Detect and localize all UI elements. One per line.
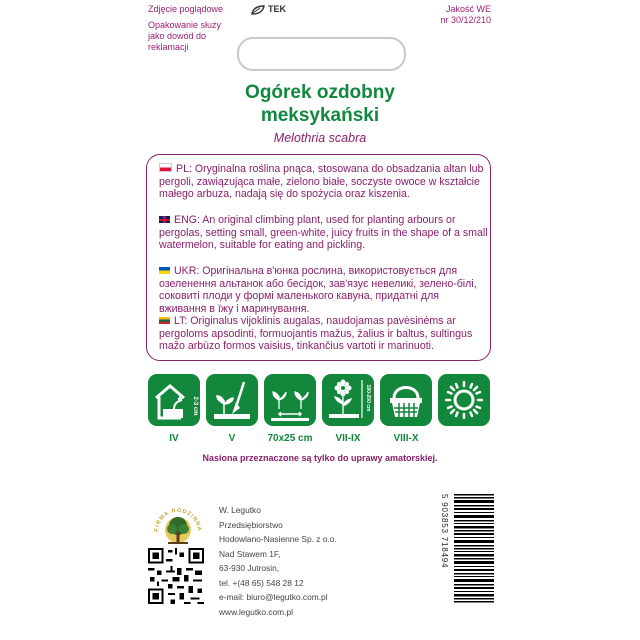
description-lt-text: LT: Originalus vijoklinis augalas, naudojamas pavėsinėms ar pergoloms apsodinti, formuojantis mažus, žalius ir baltus, sultingus mažo arbūzo formos vaisius, tinkančius vartoti ir marinuoti. [159,315,473,353]
company-website: www.legutko.com.pl [219,606,294,617]
barcode-number: 5 903853 718494 [440,494,449,569]
description-eng-text: ENG: An original climbing plant, used for planting arbours or pergolas, setting small, green-white, juicy fruits in the shape of a small watermelon, suitable for eating and pickling. [159,214,488,252]
company-line: Nad Stawem 1F, [219,548,281,559]
leaf-icon [251,5,265,15]
flowering-months-label: VII-IX [335,433,361,444]
logo-arched-text: FIRMA RODZINNA [153,507,203,533]
planting-shovel-icon [206,374,258,426]
company-line: tel. +(48 65) 548 28 12 [219,577,304,588]
preview-label: Zdjęcie poglądowe [148,4,224,14]
company-line: Hodowlano-Nasienne Sp. z o.o. [219,534,337,544]
indoor-sowing-icon [148,374,200,426]
sowing-month-label: IV [169,433,179,444]
spacing-icon [264,374,316,426]
description-ukr [159,265,489,315]
company-line: Przedsiębiorstwo [219,519,283,530]
description-lt [159,315,489,353]
tek-label: TEK [268,4,286,14]
barcode [452,494,494,604]
plant-height-label: 180-200 cm [365,384,371,412]
product-title-line2: meksykański [260,105,380,126]
ukraine-flag-icon [159,267,170,274]
company-line: 63-930 Jutrosin, [219,563,280,573]
flowering-height-icon [322,374,374,426]
description-eng [159,214,489,252]
packaging-note: Opakowanie służy jako dowód do reklamacji [148,20,222,52]
company-email: e-mail: biuro@legutko.com.pl [219,592,328,602]
product-title-line1: Ogórek ozdobny [245,82,395,103]
uk-flag-icon [159,216,170,223]
company-info [219,503,337,619]
company-line: W. Legutko [219,505,261,515]
sowing-depth-label: 2-3 cm [192,396,198,416]
quality-info [440,4,491,26]
quality-line1: Jakość WE [445,4,491,14]
planting-month-label: V [228,433,236,444]
latin-name: Melothria scabra [273,131,367,145]
tek-badge [251,4,286,15]
harvest-basket-icon [380,374,432,426]
quality-line2: nr 30/12/210 [440,15,491,25]
qr-code [148,548,204,604]
sun-icon [438,374,490,426]
lithuania-flag-icon [159,317,170,324]
description-ukr-text: UKR: Оригінальна в'юнка рослина, використовується для озеленення альтанок або бесідок, зав'язує невеликі, зелено-білі, соковиті плоди у формі маленького кавуна, придатні для вживання в їжу і маринування. [159,265,477,315]
description-pl [159,163,489,201]
description-pl-text: PL: Oryginalna roślina pnąca, stosowana do obsadzania altan lub pergoli, zawiązująca małe, zielono białe, soczyste owoce w kształcie małego arbuza, nadają się do spożycia oraz kiszenia. [159,163,484,201]
poland-flag-icon [159,163,172,172]
harvest-months-label: VIII-X [393,433,419,444]
hanging-tab [237,37,406,71]
amateur-use-note: Nasiona przeznaczone są tylko do uprawy amatorskiej. [202,453,438,463]
spacing-label: 70x25 cm [267,433,313,444]
